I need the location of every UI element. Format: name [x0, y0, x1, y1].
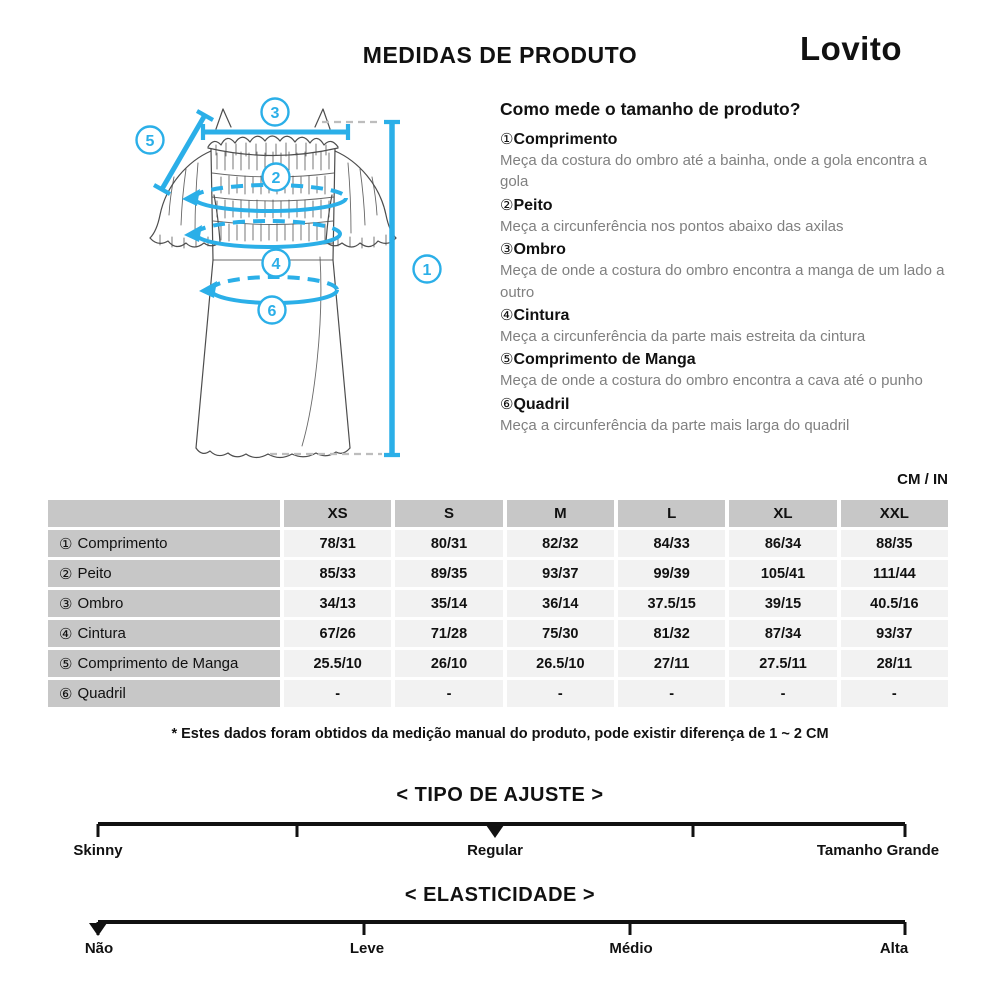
measure-ellipse-chest — [182, 185, 346, 211]
svg-text:6: 6 — [267, 303, 277, 320]
elasticity-scale-heading: < ELASTICIDADE > — [404, 884, 596, 906]
size-value-cell: 71/28 — [395, 620, 502, 647]
size-value-cell: 28/11 — [841, 650, 948, 677]
guide-term: Ombro — [513, 241, 566, 259]
measure-badge-1 — [414, 256, 441, 283]
measure-line-length — [384, 122, 400, 455]
fit-scale-heading: < TIPO DE AJUSTE > — [396, 784, 604, 806]
size-value-cell: 82/32 — [507, 530, 614, 557]
circled-number: ⑥ — [500, 395, 514, 413]
guide-item-comprimento-de-manga — [500, 349, 960, 391]
size-value-cell: - — [618, 680, 725, 707]
measure-line-sleeve — [154, 111, 213, 194]
size-col-header: L — [618, 500, 725, 527]
svg-text:5: 5 — [145, 133, 155, 150]
size-value-cell: 27.5/11 — [729, 650, 836, 677]
size-col-header: S — [395, 500, 502, 527]
row-label-quadril: ⑥ Quadril — [48, 680, 280, 707]
brand-logo: Lovito — [800, 30, 902, 67]
fit-label-skinny: Skinny — [73, 842, 123, 859]
size-col-header: XS — [284, 500, 391, 527]
fit-marker-icon — [486, 825, 504, 838]
elasticity-label-leve: Leve — [349, 940, 385, 957]
guide-item-ombro — [500, 239, 960, 303]
size-value-cell: 99/39 — [618, 560, 725, 587]
size-value-cell: 80/31 — [395, 530, 502, 557]
circled-number: ② — [500, 196, 514, 214]
size-value-cell: 37.5/15 — [618, 590, 725, 617]
guide-desc: Meça de onde a costura do ombro encontra a manga de um lado a outro — [500, 262, 945, 301]
size-value-cell: 87/34 — [729, 620, 836, 647]
circled-number: ① — [500, 131, 514, 148]
size-value-cell: 78/31 — [284, 530, 391, 557]
fit-label-tamanho-grande: Tamanho Grande — [816, 842, 940, 859]
elasticity-label-alta: Alta — [879, 940, 909, 957]
circled-number: ⑤ — [500, 351, 514, 369]
size-value-cell: 81/32 — [618, 620, 725, 647]
measurement-disclaimer: * Estes dados foram obtidos da medição manual do produto, pode existir diferença de 1 ~ 2 CM — [171, 726, 829, 742]
size-value-cell: - — [284, 680, 391, 707]
measure-badge-4 — [263, 250, 290, 277]
circled-number: ④ — [500, 306, 514, 324]
size-table-corner-cell — [48, 500, 280, 527]
size-value-cell: 36/14 — [507, 590, 614, 617]
size-value-cell: - — [507, 680, 614, 707]
guide-desc: Meça a circunferência da parte mais larga do quadril — [500, 416, 850, 434]
svg-text:3: 3 — [270, 105, 280, 122]
guide-term: Peito — [513, 196, 553, 214]
guide-item-comprimento — [500, 129, 960, 193]
measure-guide — [500, 99, 960, 438]
size-value-cell: 93/37 — [841, 620, 948, 647]
size-value-cell: 75/30 — [507, 620, 614, 647]
guide-item-peito — [500, 195, 960, 237]
guide-desc: Meça a circunferência da parte mais estreita da cintura — [500, 327, 866, 345]
elasticity-scale-track — [50, 918, 910, 938]
size-col-header: M — [507, 500, 614, 527]
size-value-cell: 93/37 — [507, 560, 614, 587]
row-label-peito: ② Peito — [48, 560, 280, 587]
dress-sketch — [150, 109, 396, 458]
dress-diagram-svg — [90, 85, 470, 477]
size-value-cell: 86/34 — [729, 530, 836, 557]
size-col-header: XL — [729, 500, 836, 527]
size-value-cell: 39/15 — [729, 590, 836, 617]
guide-term: Comprimento — [513, 131, 618, 148]
guide-desc: Meça a circunferência nos pontos abaixo das axilas — [500, 217, 844, 235]
measure-badge-5 — [137, 127, 164, 154]
size-value-cell: 40.5/16 — [841, 590, 948, 617]
size-value-cell: 111/44 — [841, 560, 948, 587]
measure-badge-3 — [262, 99, 289, 126]
guide-desc: Meça de onde a costura do ombro encontra a cava até o punho — [500, 372, 923, 390]
size-value-cell: 105/41 — [729, 560, 836, 587]
circled-number: ③ — [500, 241, 514, 259]
guide-heading: Como mede o tamanho de produto? — [500, 99, 801, 119]
guide-desc: Meça da costura do ombro até a bainha, onde a gola encontra a gola — [500, 152, 927, 191]
page-title: MEDIDAS DE PRODUTO — [362, 42, 638, 68]
row-label-comprimento-de-manga: ⑤ Comprimento de Manga — [48, 650, 280, 677]
svg-text:2: 2 — [271, 170, 281, 187]
elasticity-marker-icon — [89, 923, 107, 936]
size-col-header: XXL — [841, 500, 948, 527]
row-label-comprimento: ① Comprimento — [48, 530, 280, 557]
size-value-cell: 85/33 — [284, 560, 391, 587]
dress-measurement-diagram — [90, 85, 470, 482]
size-value-cell: 34/13 — [284, 590, 391, 617]
svg-text:4: 4 — [271, 256, 281, 273]
size-value-cell: - — [395, 680, 502, 707]
elasticity-label-medio: Médio — [609, 940, 653, 957]
size-value-cell: 84/33 — [618, 530, 725, 557]
row-label-ombro: ③ Ombro — [48, 590, 280, 617]
size-table — [48, 500, 948, 707]
size-value-cell: 25.5/10 — [284, 650, 391, 677]
size-value-cell: - — [729, 680, 836, 707]
fit-scale-track — [50, 820, 910, 840]
row-label-cintura: ④ Cintura — [48, 620, 280, 647]
guide-term: Cintura — [513, 306, 570, 324]
elasticity-label-nao: Não — [84, 940, 114, 957]
units-label: CM / IN — [897, 471, 948, 488]
fit-label-regular: Regular — [467, 842, 523, 859]
guide-item-quadril — [500, 394, 960, 436]
size-value-cell: 26/10 — [395, 650, 502, 677]
size-value-cell: 88/35 — [841, 530, 948, 557]
svg-text:1: 1 — [422, 262, 432, 279]
size-value-cell: 89/35 — [395, 560, 502, 587]
guide-item-cintura — [500, 305, 960, 347]
size-value-cell: 27/11 — [618, 650, 725, 677]
size-value-cell: 26.5/10 — [507, 650, 614, 677]
measure-badge-2 — [263, 164, 290, 191]
size-value-cell: 67/26 — [284, 620, 391, 647]
measure-badge-6 — [259, 297, 286, 324]
guide-term: Quadril — [513, 395, 570, 413]
guide-term: Comprimento de Manga — [513, 351, 696, 369]
size-value-cell: - — [841, 680, 948, 707]
size-value-cell: 35/14 — [395, 590, 502, 617]
